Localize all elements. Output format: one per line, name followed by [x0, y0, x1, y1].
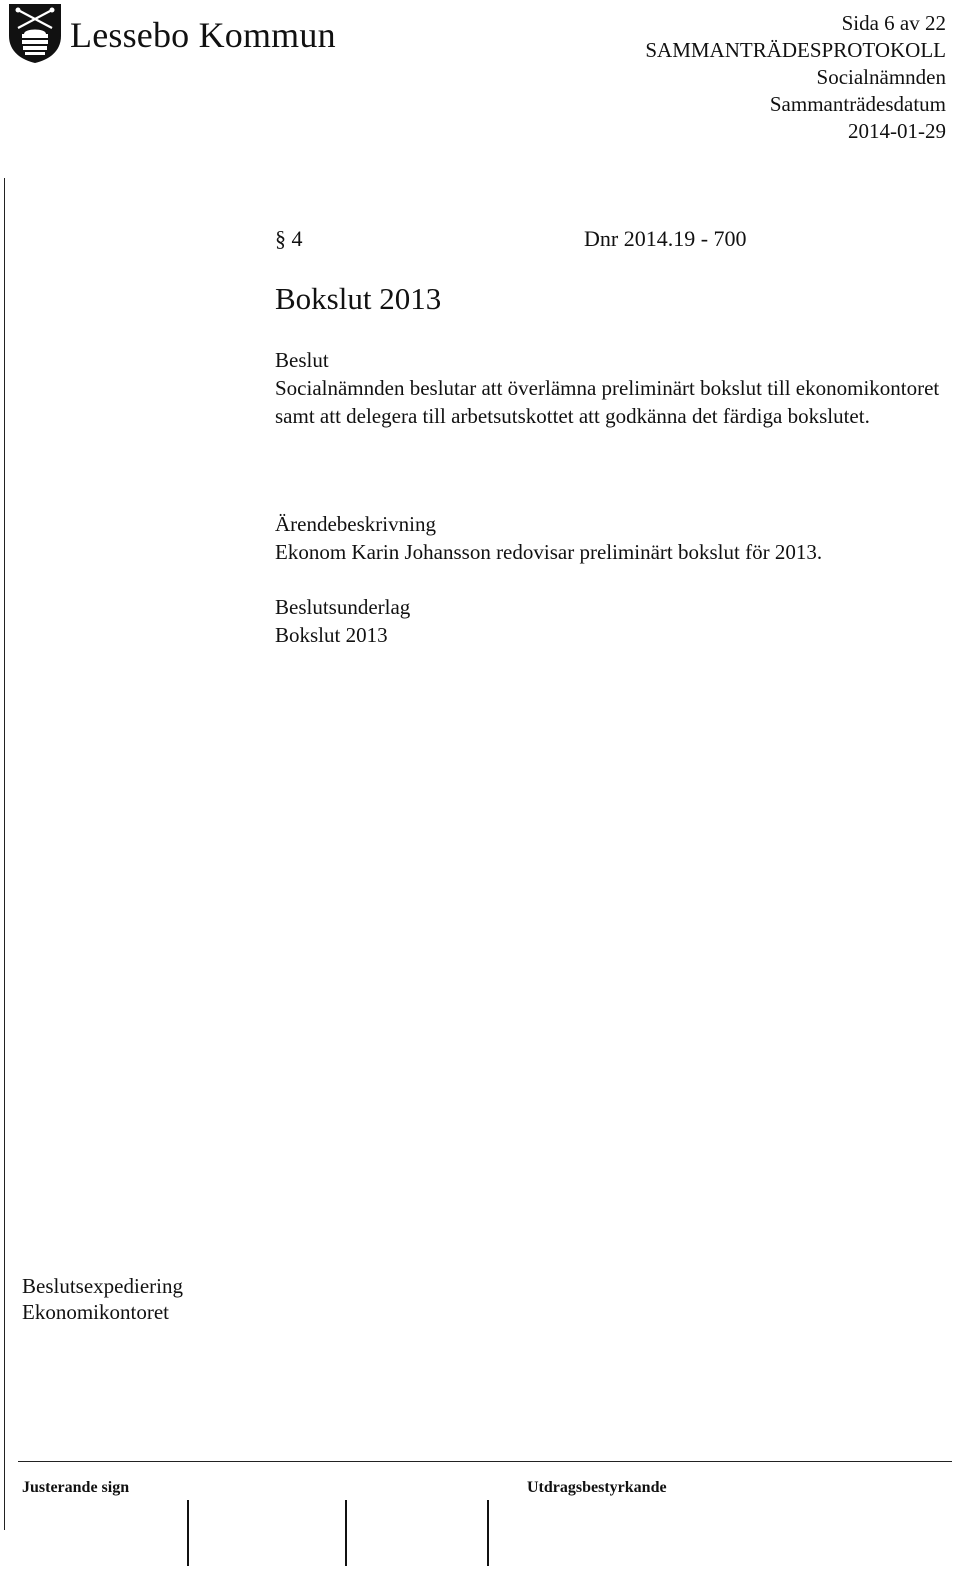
extract-certification-label: Utdragsbestyrkande — [527, 1479, 667, 1496]
decision-section — [275, 346, 945, 430]
case-description-heading: Ärendebeskrivning — [275, 512, 436, 536]
signature-box-divider — [345, 1500, 347, 1566]
decision-basis-heading: Beslutsunderlag — [275, 595, 411, 619]
document-type: SAMMANTRÄDESPROTOKOLL — [645, 38, 946, 62]
page-header — [645, 10, 946, 145]
logo — [6, 2, 336, 64]
decision-heading: Beslut — [275, 348, 329, 372]
case-number: Dnr 2014.19 - 700 — [584, 226, 747, 251]
meeting-date-label: Sammanträdesdatum — [769, 92, 946, 116]
committee-name: Socialnämnden — [816, 65, 946, 89]
signature-box-divider — [187, 1500, 189, 1566]
signature-box-divider — [487, 1500, 489, 1566]
adjusting-signature-label: Justerande sign — [22, 1479, 130, 1496]
footer-rule — [18, 1461, 952, 1462]
dispatch-heading: Beslutsexpediering — [22, 1274, 183, 1298]
left-margin-rule — [4, 178, 5, 1530]
case-description-section — [275, 510, 945, 566]
dispatch-recipient: Ekonomikontoret — [22, 1300, 169, 1324]
case-description-text: Ekonom Karin Johansson redovisar preliminärt bokslut för 2013. — [275, 540, 823, 564]
organization-name: Lessebo Kommun — [70, 15, 336, 55]
case-title: Bokslut 2013 — [275, 281, 442, 316]
coat-of-arms-icon — [6, 2, 64, 64]
dispatch-section — [22, 1273, 692, 1325]
page-number: Sida 6 av 22 — [841, 11, 946, 35]
decision-basis-section — [275, 593, 945, 649]
decision-basis-text: Bokslut 2013 — [275, 623, 388, 647]
meeting-date: 2014-01-29 — [848, 119, 946, 143]
paragraph-number: § 4 — [275, 226, 303, 251]
decision-text: Socialnämnden beslutar att överlämna preliminärt bokslut till ekonomikontoret samt att delegera till arbetsutskottet att godkänna det färdiga bokslutet. — [275, 376, 940, 428]
